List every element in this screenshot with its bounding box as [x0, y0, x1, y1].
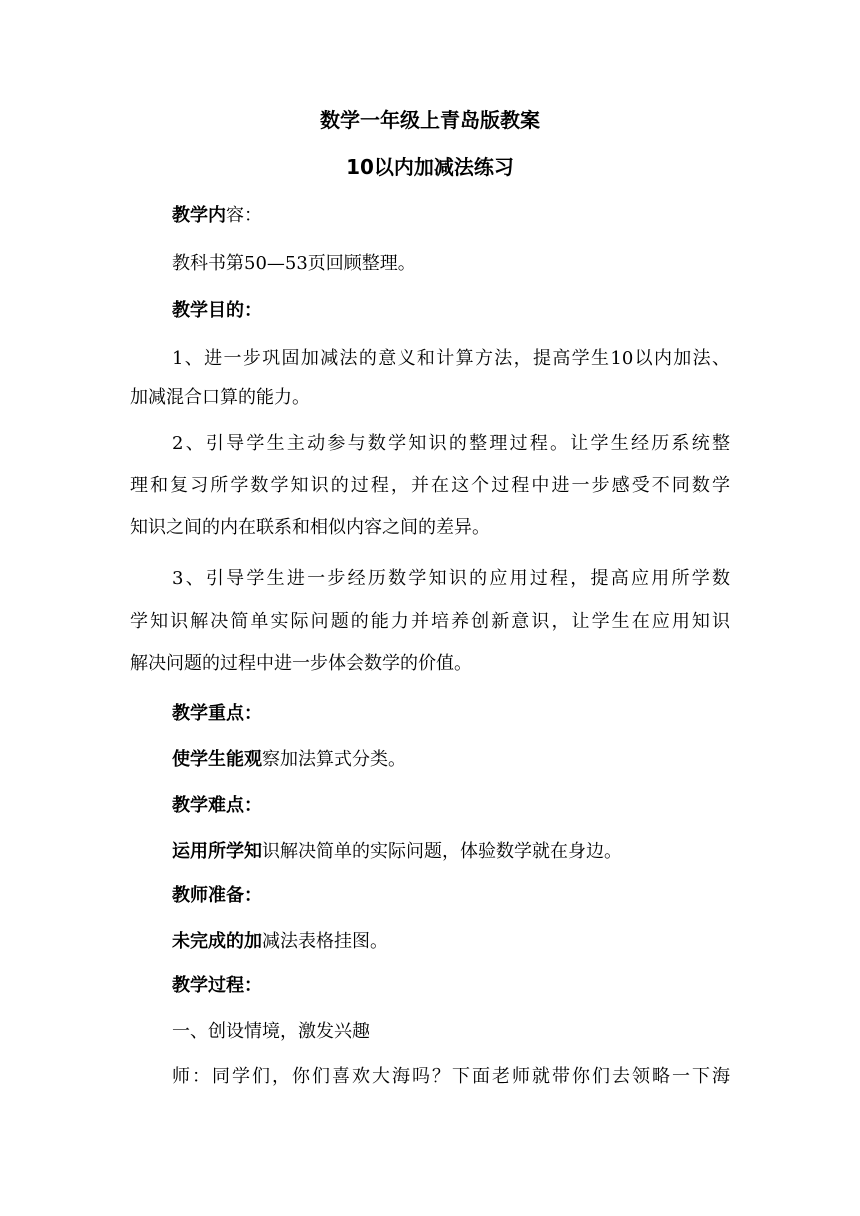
- prep-text-plain: 减法表格挂图。: [262, 931, 388, 952]
- content-heading: [172, 202, 730, 230]
- prep-text: [172, 928, 730, 956]
- goal1-line2: 加减混合口算的能力。: [130, 387, 310, 408]
- document-subtitle: 10以内加减法练习: [346, 155, 514, 179]
- key-heading: 教学重点：: [172, 703, 262, 724]
- goal1-line1: 1、进一步巩固加减法的意义和计算方法，提高学生10以内加法、: [172, 348, 730, 369]
- key-text: [172, 746, 730, 774]
- difficulty-text: [172, 838, 730, 866]
- goal3-line1: 3、引导学生进一步经历数学知识的应用过程，提高应用所学数: [172, 568, 730, 589]
- difficulty-text-plain: 识解决简单的实际问题，体验数学就在身边。: [262, 841, 622, 862]
- prep-heading: 教师准备：: [172, 885, 262, 906]
- step1-text: 师：同学们，你们喜欢大海吗？下面老师就带你们去领略一下海: [172, 1066, 730, 1087]
- document-title: 数学一年级上青岛版教案: [320, 108, 540, 132]
- key-text-bold: 使学生能观: [172, 749, 262, 770]
- goals-heading: 教学目的：: [172, 300, 262, 321]
- difficulty-text-bold: 运用所学知: [172, 841, 262, 862]
- goal2-line1: 2、引导学生主动参与数学知识的整理过程。让学生经历系统整: [172, 433, 730, 454]
- goal2-line2: 理和复习所学数学知识的过程，并在这个过程中进一步感受不同数学: [130, 475, 730, 496]
- content-text: 教科书第50—53页回顾整理。: [172, 253, 416, 274]
- goal2-line3: 知识之间的内在联系和相似内容之间的差异。: [130, 517, 490, 538]
- prep-text-bold: 未完成的加: [172, 931, 262, 952]
- process-heading: 教学过程：: [172, 975, 262, 996]
- goal3-line3: 解决问题的过程中进一步体会数学的价值。: [130, 653, 472, 674]
- content-heading-plain: 容：: [226, 205, 262, 226]
- goal3-line2: 学知识解决简单实际问题的能力并培养创新意识，让学生在应用知识: [130, 611, 730, 632]
- key-text-plain: 察加法算式分类。: [262, 749, 406, 770]
- content-heading-bold: 教学内: [172, 205, 226, 226]
- step1-title: 一、创设情境，激发兴趣: [172, 1021, 370, 1042]
- difficulty-heading: 教学难点：: [172, 795, 262, 816]
